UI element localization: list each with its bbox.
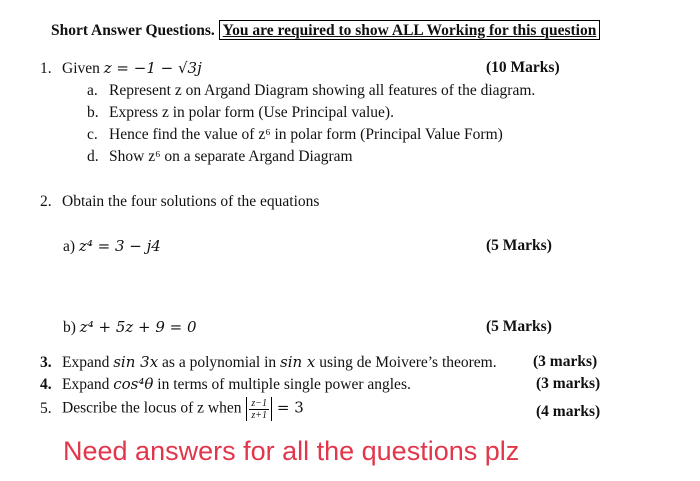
fraction-denominator: z+1 <box>251 409 267 421</box>
section-title: Short Answer Questions. <box>51 22 215 39</box>
question-4-marks: (3 marks) <box>536 375 601 392</box>
question-1-part-a <box>87 82 535 100</box>
locus-fraction <box>249 398 269 421</box>
part-text: Represent z on Argand Diagram showing all features of the diagram. <box>109 82 536 99</box>
question-5 <box>40 397 304 421</box>
abs-bar-right <box>271 397 272 421</box>
question-2 <box>40 193 319 211</box>
question-2b <box>63 318 197 337</box>
abs-bar-left <box>246 397 247 421</box>
part-label: b) <box>63 319 76 336</box>
part-equation: z⁴ = 3 − j4 <box>78 237 161 255</box>
question-number: 3. <box>40 354 52 371</box>
question-3-marks: (3 marks) <box>533 353 598 370</box>
question-text: Obtain the four solutions of the equations <box>62 193 320 210</box>
request-note: Need answers for all the questions plz <box>63 436 520 466</box>
expression: cos⁴θ <box>113 375 154 393</box>
question-2a-marks: (5 Marks) <box>486 237 552 254</box>
fraction-numerator: z−1 <box>251 397 267 409</box>
expression-2: sin x <box>280 353 316 371</box>
given-label: Given <box>62 60 100 77</box>
question-1 <box>40 59 202 78</box>
question-number: 2. <box>40 193 52 210</box>
question-3 <box>40 353 497 372</box>
question-5-marks: (4 marks) <box>536 403 601 420</box>
working-instruction: You are required to show ALL Working for this question <box>219 20 601 40</box>
part-letter: a. <box>87 82 98 99</box>
part-text: Hence find the value of z⁶ in polar form (Principal Value Form) <box>109 126 503 143</box>
part-text: Show z⁶ on a separate Argand Diagram <box>109 148 353 165</box>
expression: sin 3x <box>113 353 159 371</box>
given-equation: z = −1 − √3j <box>103 59 202 77</box>
question-number: 1. <box>40 60 52 77</box>
question-text-pre: Expand <box>62 376 110 393</box>
part-text: Express z in polar form (Use Principal value). <box>109 104 394 121</box>
equation-rhs: = 3 <box>276 398 304 417</box>
question-1-marks: (10 Marks) <box>486 59 560 76</box>
question-4 <box>40 375 411 394</box>
question-number: 4. <box>40 376 52 393</box>
question-1-part-d <box>87 148 353 166</box>
question-1-part-c <box>87 126 503 144</box>
question-text-post: in terms of multiple single power angles. <box>157 376 411 393</box>
part-letter: c. <box>87 126 98 143</box>
question-2b-marks: (5 Marks) <box>486 318 552 335</box>
header-line <box>51 22 600 40</box>
part-label: a) <box>63 238 76 255</box>
question-text-post: using de Moivere’s theorem. <box>319 354 497 371</box>
part-letter: d. <box>87 148 99 165</box>
question-number: 5. <box>40 399 52 417</box>
question-2a <box>63 237 161 256</box>
part-letter: b. <box>87 104 99 121</box>
part-equation: z⁴ + 5z + 9 = 0 <box>79 318 197 336</box>
question-text: Describe the locus of z when <box>62 399 242 417</box>
question-text-pre: Expand <box>62 354 110 371</box>
question-1-part-b <box>87 104 394 122</box>
question-text-mid: as a polynomial in <box>162 354 277 371</box>
